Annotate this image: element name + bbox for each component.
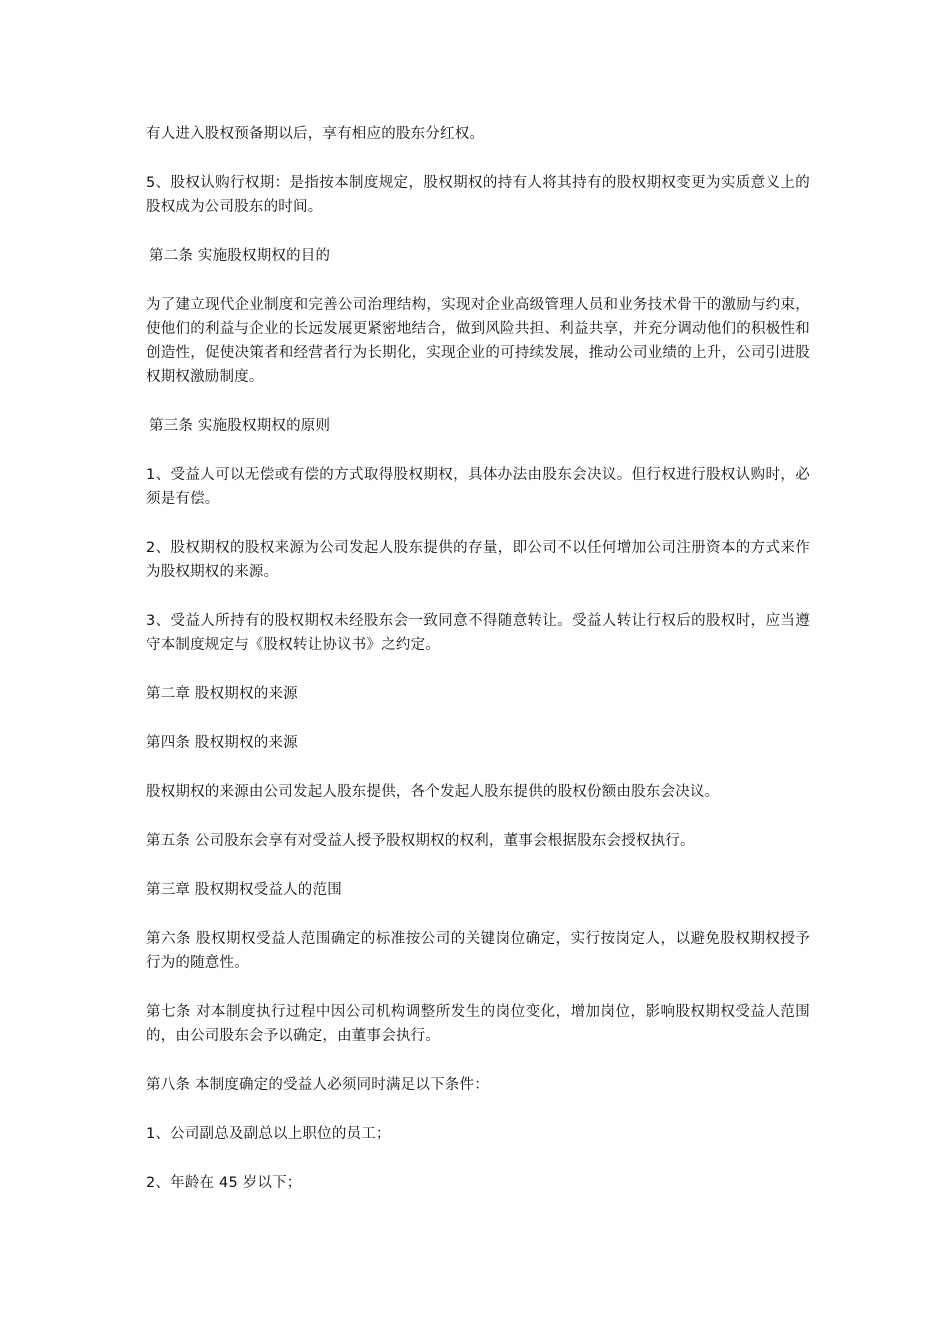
paragraph-4: 为了建立现代企业制度和完善公司治理结构，实现对企业高级管理人员和业务技术骨干的激励与约束，使他们的利益与企业的长远发展更紧密地结合，做到风险共担、利益共享，并充分调动他们的积极性和创造性，促使决策者和经营者行为长期化，实现企业的可持续发展，推动公司业绩的上升，公司引进股权期权激励制度。 — [146, 297, 810, 385]
paragraph-2: 5、股权认购行权期：是指按本制度规定，股权期权的持有人将其持有的股权期权变更为实质意义上的股权成为公司股东的时间。 — [146, 175, 810, 215]
condition-1: 1、公司副总及副总以上职位的员工； — [146, 1126, 391, 1142]
article-8: 第八条 本制度确定的受益人必须同时满足以下条件： — [146, 1077, 489, 1093]
principle-3: 3、受益人所持有的股权期权未经股东会一致同意不得随意转让。受益人转让行权后的股权时，应当遵守本制度规定与《股权转让协议书》之约定。 — [146, 613, 810, 653]
article-6: 第六条 股权期权受益人范围确定的标准按公司的关键岗位确定，实行按岗定人，以避免股权期权授予行为的随意性。 — [146, 931, 810, 971]
article-4-heading: 第四条 股权期权的来源 — [146, 735, 298, 751]
chapter-3-heading: 第三章 股权期权受益人的范围 — [146, 882, 342, 898]
article-3-heading: 第三条 实施股权期权的原则 — [149, 418, 331, 434]
article-2-heading: 第二条 实施股权期权的目的 — [149, 248, 331, 264]
document-body — [146, 122, 810, 1220]
paragraph-11: 股权期权的来源由公司发起人股东提供，各个发起人股东提供的股权份额由股东会决议。 — [146, 784, 720, 800]
chapter-2-heading: 第二章 股权期权的来源 — [146, 686, 298, 702]
principle-1: 1、受益人可以无偿或有偿的方式取得股权期权，具体办法由股东会决议。但行权进行股权认购时，必须是有偿。 — [146, 467, 810, 507]
principle-2: 2、股权期权的股权来源为公司发起人股东提供的存量，即公司不以任何增加公司注册资本的方式来作为股权期权的来源。 — [146, 540, 810, 580]
article-5: 第五条 公司股东会享有对受益人授予股权期权的权利，董事会根据股东会授权执行。 — [146, 833, 695, 849]
condition-2: 2、年龄在 45 岁以下； — [146, 1175, 302, 1191]
article-7: 第七条 对本制度执行过程中因公司机构调整所发生的岗位变化，增加岗位，影响股权期权受益人范围的，由公司股东会予以确定，由董事会执行。 — [146, 1004, 810, 1044]
paragraph-1: 有人进入股权预备期以后，享有相应的股东分红权。 — [146, 126, 485, 142]
